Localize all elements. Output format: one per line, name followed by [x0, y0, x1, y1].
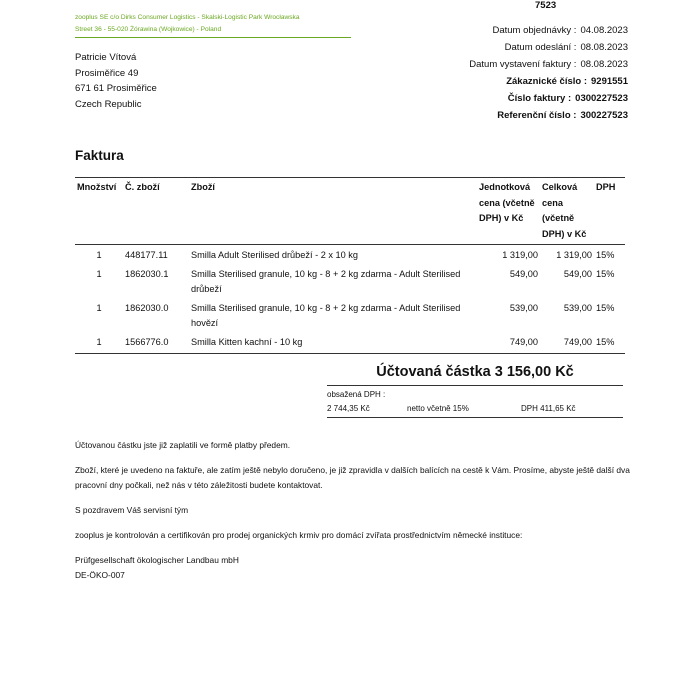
meta-label: Datum odeslání :: [504, 42, 577, 53]
sender-line-2: Street 36 - 55-020 Żórawina (Wojkowice) - Poland: [75, 26, 222, 33]
recipient-address: [75, 50, 157, 112]
cell-vat: 15%: [596, 269, 615, 279]
meta-value: 300227523: [580, 110, 628, 121]
vat-label: obsažená DPH :: [327, 390, 386, 399]
cell-product: Smilla Adult Sterilised drůbeží - 2 x 10 kg: [191, 250, 358, 260]
invoice-summary: [327, 360, 623, 418]
cell-item-no: 1862030.0: [125, 303, 169, 313]
table-row: [75, 299, 625, 333]
meta-ship-date: [440, 39, 628, 56]
meta-invoice-date: [440, 56, 628, 73]
cell-unit-price: 549,00: [509, 269, 538, 279]
cell-product: Smilla Sterilised granule, 10 kg - 8 + 2 kg zdarma - Adult Sterilised drůbeží: [191, 269, 461, 294]
meta-order-date: [440, 22, 628, 39]
vat-amount: DPH 411,65 Kč: [521, 404, 576, 413]
cell-product: Smilla Kitten kachní - 10 kg: [191, 337, 303, 347]
cell-total-price: 1 319,00: [556, 250, 592, 260]
meta-value: 9291551: [591, 76, 628, 87]
vat-rate: netto včetně 15%: [407, 404, 469, 413]
cell-item-no: 448177.11: [125, 250, 168, 260]
note-greeting: S pozdravem Váš servisní tým: [75, 505, 189, 515]
recipient-street: Prosiměřice 49: [75, 67, 139, 79]
meta-reference-number: [440, 107, 628, 124]
meta-label: Zákaznické číslo :: [506, 76, 588, 87]
header-total-price: Celková cena (včetně DPH) v Kč: [542, 182, 587, 239]
cell-vat: 15%: [596, 303, 615, 313]
sender-line-1: zooplus SE c/o Dirks Consumer Logistics - Skalski-Logistic Park Wrocławska: [75, 14, 300, 21]
table-row: [75, 265, 625, 299]
items-table: [75, 177, 625, 354]
recipient-name: Patricie Vítová: [75, 52, 137, 63]
meta-value: 04.08.2023: [580, 25, 628, 36]
note-certification: zooplus je kontrolován a certifikován pro prodej organických krmiv pro domácí zvířata prostřednictvím německé instituce:: [75, 530, 523, 540]
top-number: 7523: [535, 0, 557, 11]
header-vat: DPH: [596, 182, 616, 192]
header-unit-price: Jednotková cena (včetně DPH) v Kč: [479, 182, 535, 223]
net-amount: 2 744,35 Kč: [327, 404, 370, 413]
vat-breakdown: [327, 399, 623, 418]
cell-item-no: 1862030.1: [125, 269, 169, 279]
cell-item-no: 1566776.0: [125, 337, 169, 347]
header-product: Zboží: [191, 182, 215, 192]
cell-vat: 15%: [596, 250, 615, 260]
invoice-meta: [440, 22, 628, 124]
cell-total-price: 539,00: [563, 303, 592, 313]
note-undelivered: Zboží, které je uvedeno na faktuře, ale zatím ještě nebylo doručeno, je již zpravidla v dalších balících na cestě k Vám. Prosíme, abyste ještě další dva pracovní dny počkali, než nás v této záležitosti budete kontaktovat.: [75, 465, 630, 490]
meta-customer-number: [440, 73, 628, 90]
cell-unit-price: 539,00: [509, 303, 538, 313]
cell-vat: 15%: [596, 337, 615, 347]
meta-label: Datum objednávky :: [492, 25, 577, 36]
header-qty: Množství: [77, 182, 117, 192]
header-item-no: Č. zboží: [125, 182, 160, 192]
cell-qty: 1: [96, 337, 102, 347]
invoice-notes: [75, 438, 635, 583]
meta-label: Číslo faktury :: [507, 93, 572, 104]
invoice-title: Faktura: [75, 148, 124, 163]
cell-unit-price: 749,00: [509, 337, 538, 347]
cell-qty: 1: [96, 303, 102, 313]
table-header-row: [75, 178, 625, 245]
sender-address: [75, 12, 351, 38]
cell-product: Smilla Sterilised granule, 10 kg - 8 + 2 kg zdarma - Adult Sterilised hovězí: [191, 303, 461, 328]
meta-value: 08.08.2023: [580, 59, 628, 70]
cell-total-price: 549,00: [563, 269, 592, 279]
recipient-country: Czech Republic: [75, 98, 142, 110]
table-row: [75, 245, 625, 266]
meta-value: 08.08.2023: [580, 42, 628, 53]
cell-total-price: 749,00: [563, 337, 592, 347]
cell-unit-price: 1 319,00: [502, 250, 538, 260]
meta-invoice-number: [440, 90, 628, 107]
meta-label: Referenční číslo :: [497, 110, 577, 121]
cell-qty: 1: [96, 269, 102, 279]
note-institution: Prüfgesellschaft ökologischer Landbau mbH: [75, 555, 239, 565]
table-row: [75, 333, 625, 354]
note-paid: Účtovanou částku jste již zaplatili ve formě platby předem.: [75, 440, 291, 450]
note-code: DE-ÖKO-007: [75, 570, 125, 580]
total-amount: Účtovaná částka 3 156,00 Kč: [327, 360, 623, 386]
meta-label: Datum vystavení faktury :: [469, 59, 577, 70]
meta-value: 0300227523: [575, 93, 628, 104]
recipient-city: 671 61 Prosiměřice: [75, 83, 157, 94]
cell-qty: 1: [96, 250, 102, 260]
